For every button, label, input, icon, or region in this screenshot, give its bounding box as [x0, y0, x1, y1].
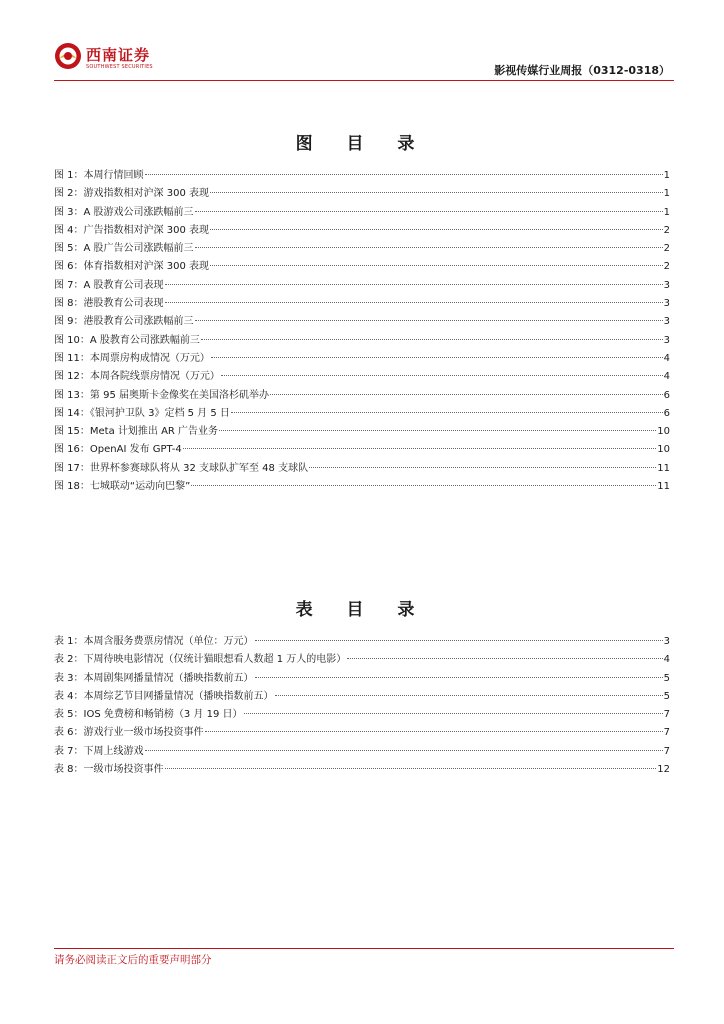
toc-entry-label[interactable]: 图 15：Meta 计划推出 AR 广告业务	[54, 426, 219, 438]
toc-entry-page[interactable]: 3	[663, 298, 670, 310]
toc-entry[interactable]	[54, 167, 670, 185]
toc-entry-label[interactable]: 图 14：《银河护卫队 3》定档 5 月 5 日	[54, 407, 230, 419]
logo-emblem-icon	[54, 42, 82, 70]
page-header	[0, 0, 724, 84]
toc-entry-page[interactable]: 12	[657, 764, 670, 776]
logo-english-text: SOUTHWEST SECURITIES	[86, 64, 153, 70]
toc-entry-label[interactable]: 图 8：港股教育公司表现	[54, 298, 164, 310]
toc-dot-leader	[145, 174, 663, 175]
toc-entry-label[interactable]: 图 13：第 95 届奥斯卡金像奖在美国洛杉矶举办	[54, 389, 269, 401]
toc-dot-leader	[275, 695, 663, 696]
toc-entry-label[interactable]: 表 8：一级市场投资事件	[54, 764, 164, 776]
toc-dot-leader	[255, 640, 663, 641]
toc-entry-label[interactable]: 图 16：OpenAI 发布 GPT-4	[54, 444, 182, 456]
toc-entry[interactable]	[54, 670, 670, 688]
toc-entry[interactable]	[54, 706, 670, 724]
toc-entry[interactable]	[54, 387, 670, 405]
toc-dot-leader	[145, 750, 663, 751]
toc-entry-page[interactable]: 1	[663, 206, 670, 218]
toc-entry-label[interactable]: 图 7：A 股教育公司表现	[54, 279, 164, 291]
toc-dot-leader	[270, 394, 663, 395]
toc-entry-page[interactable]: 10	[657, 444, 670, 456]
toc-entry-page[interactable]: 1	[663, 170, 670, 181]
toc-entry-page[interactable]: 6	[663, 389, 670, 401]
toc-entry-page[interactable]: 2	[663, 224, 670, 236]
toc-entry[interactable]	[54, 277, 670, 295]
table-toc-list	[54, 633, 670, 779]
toc-dot-leader	[165, 302, 663, 303]
table-index-title: 表 目 录	[295, 600, 429, 620]
toc-dot-leader	[210, 192, 663, 193]
toc-entry[interactable]	[54, 633, 670, 651]
toc-entry-page[interactable]: 4	[663, 654, 670, 666]
toc-entry-page[interactable]: 6	[663, 407, 670, 419]
toc-entry-page[interactable]: 7	[663, 745, 670, 757]
toc-entry-page[interactable]: 3	[663, 279, 670, 291]
toc-entry[interactable]	[54, 724, 670, 742]
toc-entry[interactable]	[54, 423, 670, 441]
toc-entry-page[interactable]: 7	[663, 709, 670, 721]
toc-dot-leader	[195, 247, 663, 248]
toc-entry-label[interactable]: 表 3：本周剧集网播量情况（播映指数前五）	[54, 672, 254, 684]
toc-dot-leader	[210, 265, 663, 266]
footer-divider	[54, 948, 674, 949]
toc-entry-page[interactable]: 3	[663, 316, 670, 328]
toc-entry[interactable]	[54, 350, 670, 368]
toc-dot-leader	[165, 284, 663, 285]
toc-entry-page[interactable]: 11	[657, 462, 670, 474]
toc-dot-leader	[183, 448, 657, 449]
toc-entry[interactable]	[54, 761, 670, 779]
toc-entry-page[interactable]: 4	[663, 371, 670, 383]
toc-entry-page[interactable]: 10	[657, 426, 670, 438]
toc-dot-leader	[205, 731, 663, 732]
toc-entry-label[interactable]: 图 4：广告指数相对沪深 300 表现	[54, 224, 209, 236]
toc-dot-leader	[244, 713, 663, 714]
toc-entry[interactable]	[54, 460, 670, 478]
footer-disclaimer: 请务必阅读正文后的重要声明部分	[54, 954, 212, 966]
toc-dot-leader	[309, 467, 656, 468]
toc-entry-page[interactable]: 3	[663, 636, 670, 647]
toc-entry-page[interactable]: 4	[663, 352, 670, 364]
toc-entry[interactable]	[54, 688, 670, 706]
toc-dot-leader	[195, 320, 663, 321]
toc-entry[interactable]	[54, 185, 670, 203]
toc-entry-label[interactable]: 图 2：游戏指数相对沪深 300 表现	[54, 188, 209, 200]
header-divider	[54, 80, 674, 81]
toc-entry-label[interactable]: 图 17：世界杯参赛球队将从 32 支球队扩军至 48 支球队	[54, 462, 309, 474]
toc-entry-page[interactable]: 2	[663, 243, 670, 255]
company-logo	[54, 42, 164, 76]
toc-entry-label[interactable]: 表 2：下周待映电影情况（仅统计猫眼想看人数超 1 万人的电影）	[54, 654, 347, 666]
toc-entry[interactable]	[54, 368, 670, 386]
toc-entry[interactable]	[54, 478, 670, 496]
toc-dot-leader	[231, 412, 663, 413]
toc-entry-label[interactable]: 图 3：A 股游戏公司涨跌幅前三	[54, 206, 194, 218]
toc-entry[interactable]	[54, 240, 670, 258]
toc-entry-page[interactable]: 2	[663, 261, 670, 273]
toc-entry-page[interactable]: 5	[663, 690, 670, 702]
toc-entry-page[interactable]: 1	[663, 188, 670, 200]
logo-chinese-text: 西南证券	[86, 46, 151, 64]
toc-entry-label[interactable]: 图 1：本周行情回顾	[54, 170, 144, 181]
toc-entry-label[interactable]: 表 6：游戏行业一级市场投资事件	[54, 727, 204, 739]
toc-dot-leader	[195, 211, 663, 212]
toc-entry-label[interactable]: 表 1：本周含服务费票房情况（单位：万元）	[54, 636, 254, 647]
toc-dot-leader	[221, 375, 663, 376]
toc-entry-label[interactable]: 图 18：七城联动“运动向巴黎”	[54, 481, 191, 493]
toc-dot-leader	[210, 229, 663, 230]
toc-entry-page[interactable]: 3	[663, 334, 670, 346]
figure-index-title: 图 目 录	[295, 134, 429, 154]
toc-entry[interactable]	[54, 651, 670, 669]
toc-dot-leader	[219, 430, 656, 431]
toc-dot-leader	[165, 768, 657, 769]
toc-entry-page[interactable]: 11	[657, 481, 670, 493]
toc-entry[interactable]	[54, 295, 670, 313]
figure-toc-list	[54, 167, 670, 496]
toc-entry[interactable]	[54, 313, 670, 331]
toc-entry[interactable]	[54, 332, 670, 350]
toc-entry[interactable]	[54, 204, 670, 222]
toc-entry-label[interactable]: 表 7：下周上线游戏	[54, 745, 144, 757]
toc-dot-leader	[201, 339, 663, 340]
toc-entry-label[interactable]: 图 9：港股教育公司涨跌幅前三	[54, 316, 194, 328]
toc-entry-label[interactable]: 图 12：本周各院线票房情况（万元）	[54, 371, 220, 383]
toc-entry[interactable]	[54, 405, 670, 423]
toc-dot-leader	[255, 677, 663, 678]
toc-entry-page[interactable]: 7	[663, 727, 670, 739]
report-title: 影视传媒行业周报（0312-0318）	[494, 64, 670, 77]
toc-entry[interactable]	[54, 258, 670, 276]
toc-dot-leader	[191, 485, 656, 486]
toc-dot-leader	[347, 658, 662, 659]
toc-entry[interactable]	[54, 441, 670, 459]
toc-entry-label[interactable]: 图 5：A 股广告公司涨跌幅前三	[54, 243, 194, 255]
toc-dot-leader	[211, 357, 663, 358]
toc-entry-label[interactable]: 图 11：本周票房构成情况（万元）	[54, 352, 210, 364]
toc-entry-label[interactable]: 图 10：A 股教育公司涨跌幅前三	[54, 334, 200, 346]
toc-entry[interactable]	[54, 222, 670, 240]
toc-entry-page[interactable]: 5	[663, 672, 670, 684]
toc-entry[interactable]	[54, 743, 670, 761]
toc-entry-label[interactable]: 表 4：本周综艺节目网播量情况（播映指数前五）	[54, 690, 274, 702]
toc-entry-label[interactable]: 图 6：体育指数相对沪深 300 表现	[54, 261, 209, 273]
toc-entry-label[interactable]: 表 5：IOS 免费榜和畅销榜（3 月 19 日）	[54, 709, 243, 721]
